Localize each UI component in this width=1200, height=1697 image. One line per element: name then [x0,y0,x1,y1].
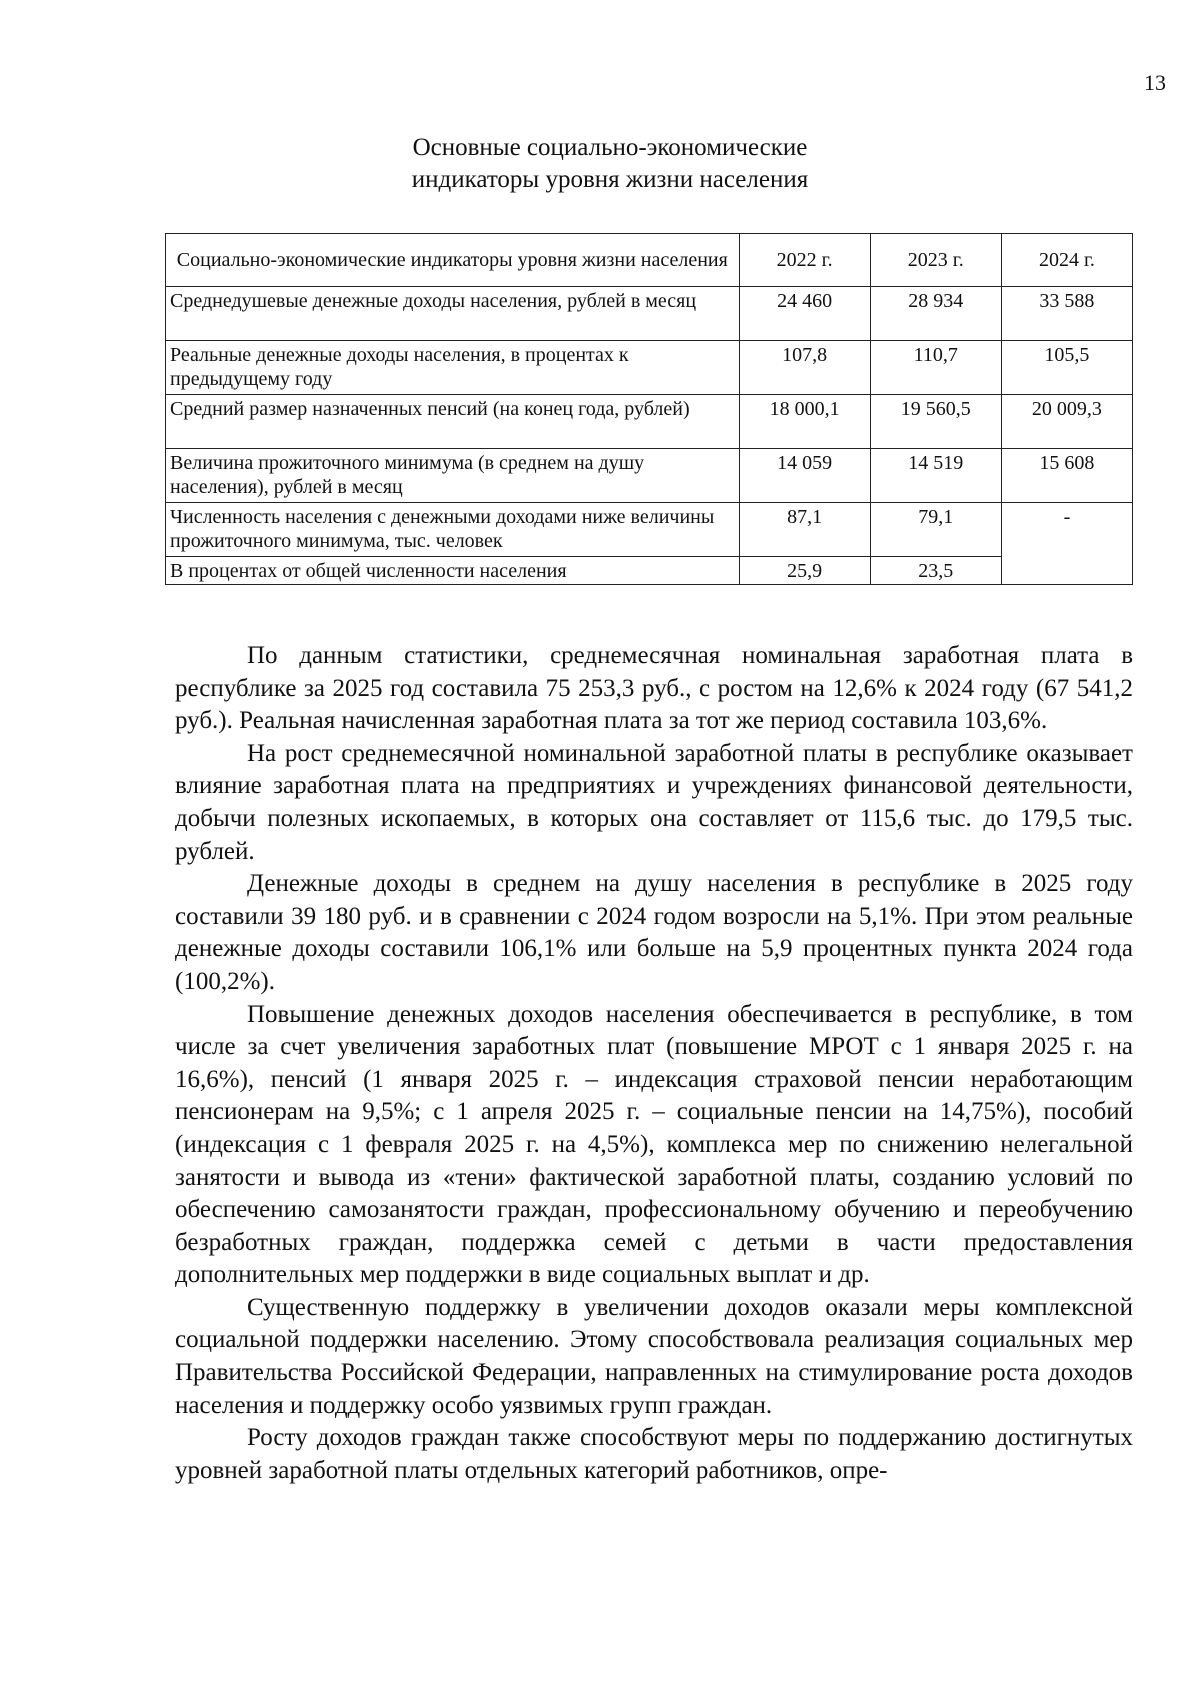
row-label: Среднедушевые денежные доходы населения, рублей в месяц [166,287,740,341]
page-title [330,132,890,196]
cell-2023: 23,5 [870,557,1001,585]
page-number: 13 [1144,70,1166,95]
paragraph: Существенную поддержку в увеличении доходов оказали меры комплексной социальной поддержки населению. Этому способствовала реализация социальных мер Правительства Российской Федерации, направленных на стимулирование роста доходов населения и поддержку особо уязвимых групп граждан. [175,1293,1133,1419]
cell-2024: 105,5 [1001,341,1132,395]
table-header-row [166,234,1133,287]
title-line-2: индикаторы уровня жизни населения [411,166,809,193]
paragraph: Росту доходов граждан также способствуют меры по поддержанию достигнутых уровней заработной платы отдельных категорий работников, опре- [175,1424,1133,1484]
paragraph: Денежные доходы в среднем на душу населения в республике в 2025 году составили 39 180 руб. и в сравнении с 2024 годом возросли на 5,1%. При этом реальные денежные доходы составили 106,1% или больше на 5,9 процентных пункта 2024 года (100,2%). [175,870,1133,995]
cell-2022: 18 000,1 [739,395,870,449]
paragraph: По данным статистики, среднемесячная номинальная заработная плата в республике за 2025 год составила 75 253,3 руб., с ростом на 12,6% к 2024 году (67 541,2 руб.). Реальная начисленная заработная плата за тот же период составила 103,6%. [175,642,1133,735]
cell-2022: 107,8 [739,341,870,395]
table-row [166,449,1133,503]
table-row [166,557,1133,585]
cell-2023: 28 934 [870,287,1001,341]
cell-2024: - [1001,503,1132,585]
header-2022: 2022 г. [739,234,870,287]
cell-2022: 14 059 [739,449,870,503]
cell-2022: 25,9 [739,557,870,585]
cell-2024: 15 608 [1001,449,1132,503]
paragraph: Повышение денежных доходов населения обеспечивается в республике, в том числе за счет увеличения заработных плат (повышение МРОТ с 1 января 2025 г. на 16,6%), пенсий (1 января 2025 г. – индексация страховой пенсии неработающим пенсионерам на 9,5%; с 1 апреля 2025 г. – социальные пенсии на 14,75%), пособий (индексация с 1 февраля 2025 г. на 4,5%), комплекса мер по снижению нелегальной занятости и вывода из «тени» фактической заработной платы, созданию условий по обеспечению самозанятости граждан, профессиональному обучению и переобучению безработных граждан, поддержка семей с детьми в части предоставления дополнительных мер поддержки в виде социальных выплат и др. [175,1000,1133,1289]
row-label: Реальные денежные доходы населения, в процентах к предыдущему году [166,341,740,395]
cell-2023: 79,1 [870,503,1001,557]
cell-2024: 33 588 [1001,287,1132,341]
header-2023: 2023 г. [870,234,1001,287]
header-indicator: Социально-экономические индикаторы уровня жизни населения [166,234,740,287]
row-label: Средний размер назначенных пенсий (на конец года, рублей) [166,395,740,449]
row-label: Численность населения с денежными доходами ниже величины прожиточного минимума, тыс. человек [166,503,740,557]
title-line-1: Основные социально-экономические [412,134,808,161]
table-row [166,395,1133,449]
cell-2023: 14 519 [870,449,1001,503]
table-row [166,341,1133,395]
header-2024: 2024 г. [1001,234,1132,287]
cell-2022: 87,1 [739,503,870,557]
paragraph: На рост среднемесячной номинальной заработной платы в республике оказывает влияние заработная плата на предприятиях и учреждениях финансовой деятельности, добычи полезных ископаемых, в которых она составляет от 115,6 тыс. до 179,5 тыс. рублей. [175,739,1133,865]
cell-2023: 110,7 [870,341,1001,395]
cell-2022: 24 460 [739,287,870,341]
cell-2023: 19 560,5 [870,395,1001,449]
cell-2024: 20 009,3 [1001,395,1132,449]
body-text [175,640,1133,1487]
row-label: В процентах от общей численности населения [166,557,740,585]
table-row [166,503,1133,557]
row-label: Величина прожиточного минимума (в среднем на душу населения), рублей в месяц [166,449,740,503]
indicators-table [165,233,1133,585]
table-row [166,287,1133,341]
